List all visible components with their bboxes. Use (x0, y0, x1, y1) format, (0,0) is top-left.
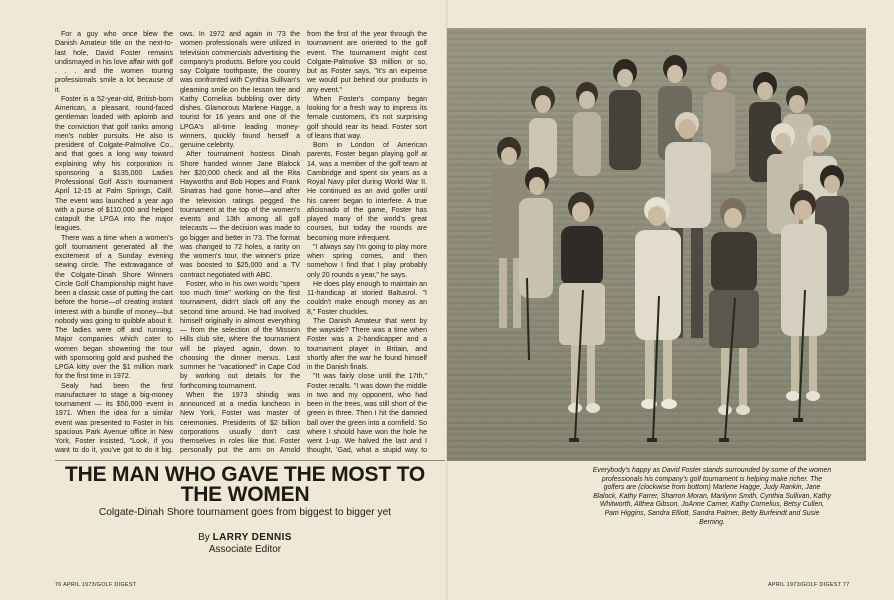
group-photo-illustration (447, 28, 866, 461)
byline-prefix: By (198, 532, 210, 543)
paragraph: When the 1973 shindig was announced at a media luncheon in New York, Foster was master of ceremonies. Presidents of $2 billion corporations usually don't cast themselves in roles like that. Foster personally put the arm on Arnold (180, 391, 300, 454)
article-headline: THE MAN WHO GAVE THE MOST TO THE WOMEN (65, 463, 425, 506)
paragraph: There was a time when a women's golf tournament generated all the excitement of a Sunday evening sewing circle. The extravagance of the Colgate-Dinah Shore Winners Circle Golf Championship might have been a classic case of putting the cart before the horse—of creating instant interest with a bundle of money—but nobody was going to quibble about it. The ladies were off and running. Major companies which cater to women began showering the tour with sponsoring gold and pushed the LPGA kitty over the $1 million mark for the first time in 1972. (55, 234, 173, 381)
paragraph: Foster, who in his own words "spent too much time" working on the first tournament, didn't slack off any the second time around. He had involved himself originally in almost everything — from the selection of the Mission Hills club site, where the tournament will be played again, down to choosing the dinner menus. Last summer he "vacationed" in Cape Cod by working out details for the forthcoming tournament. (180, 280, 300, 390)
paragraph: ows. In 1972 and again in '73 the women professionals were utilized in television commercials advertising the company's products. Before you could say Colgate toothpaste, the country was confronted with Cynthia Sullivan's gleaming smile on the lesson tee and Kathy Cornelius bubbling over dirty dishes. Glamorous Marlene Hagge, a tourist for 16 years and one of the LPGA's all-time leading money-winners, quickly found herself a genuine celebrity. (180, 31, 300, 149)
paragraph: Foster is a 52-year-old, British-born American, a pleasant, round-faced gentleman loaded with aplomb and the conviction that golf ranks among men's nobler pursuits. He also is president of Colgate-Palmolive Co., and that goes a long way toward explaining why his corporation is sponsoring a $135,000 Ladies Professional Golf Ass'n tournament April 12-15 at Palm Springs, Calif. The event was launched a year ago with a purse of $110,000 and helped catapult the LPGA into the major leagues. (55, 95, 173, 233)
group-photo (447, 28, 866, 461)
paragraph: For a guy who once blew the Danish Amateur title on the next-to-last hole, David Foster remains undismayed in his love affair with golf . . . and the women touring professionals smile a lot because of it. (55, 31, 173, 94)
author-name: LARRY DENNIS (212, 532, 292, 543)
paragraph: When Foster's company began looking for a fresh way to impress its female customers, it's not surprising golf should rear its head. Foster sort of leans that way. (307, 95, 427, 140)
paragraph: Sealy had been the first manufacturer to stage a big-money tournament — its $50,000 event in 1971. When the idea for a similar event was presented to Foster in his spacious Park Avenue office in New York, Foster insisted, "Look, if you want to do it, you've got to do it big. (55, 382, 173, 454)
article-column-2 (180, 30, 300, 454)
article-byline (55, 532, 435, 556)
paragraph: "I always say I'm going to play more when spring comes, and then somehow I find that I play probably only 20 rounds a year," he says. (307, 243, 427, 279)
headline-rule (55, 460, 445, 461)
author-title: Associate Editor (208, 544, 282, 555)
paragraph: from the first of the year through the tournament are oriented to the golf event. The tournament might cost Colgate-Palmolive $3 million or so, but as Foster says, "It's an expense we would put behind our products in any event." (307, 31, 427, 94)
photo-caption: Everybody's happy as David Foster stands surrounded by some of the women professionals his company's golf tournament is helping make richer. The golfers are (clockwise from bottom) Marlene Hagge, Judy Rankin, Jane Blalock, Kathy Farrer, Sharron Moran, Marilynn Smith, Cynthia Sullivan, Kathy Whitworth, Althea Gibson, JoAnne Carner, Kathy Cornelius, Betsy Cullen, Pam Higgins, Sandra Elliott, Sandra Palmer, Betty Burfeindt and Susie Berning. (592, 467, 832, 526)
article-column-1 (55, 30, 173, 454)
folio-right: APRIL 1973/GOLF DIGEST 77 (768, 582, 850, 588)
paragraph: The Danish Amateur that went by the wayside? There was a time when Foster was a 2-handicapper and a tournament player in Britain, and shortly after the war he found himself in the Danish finals. (307, 317, 427, 371)
paragraph: "It was fairly close until the 17th," Foster recalls. "I was down the middle in two and my opponent, who had been in the trees, was still short of the green in three. Then I hit the damned ball over the green into a cornfield. So where I should have won the hole he went 1-up. We halved the last and I thought, 'Gad, what a stupid way to (307, 373, 427, 454)
article-deck: Colgate-Dinah Shore tournament goes from biggest to bigger yet (98, 507, 392, 518)
paragraph: After tournament hostess Dinah Shore handed winner Jane Blalock her $20,000 check and all the Rita Hayworths and Bob Hopes and Frank Sinatras had gone home—and after the television ratings pegged the tournament at the top of the women's events and 13th among all golf telecasts — the decision was made to go bigger and better in '73. The format was changed to 72 holes, a rarity on the women's tour, the winner's prize was boosted to $25,000 and a TV contract negotiated with ABC. (180, 151, 300, 279)
paragraph: He does play enough to maintain an 11-handicap at storied Baltusrol. "I couldn't make enough money as an 8," Foster chuckles. (307, 280, 427, 316)
folio-left: 76 APRIL 1973/GOLF DIGEST (55, 582, 137, 588)
article-column-3 (307, 30, 427, 454)
paragraph: Born in London of American parents, Foster began playing golf at 14, was a member of the golf team at Cambridge and spent six years as a Royal Navy pilot during World War II. He continued as an avid golfer until his career began to interfere. A true aficionado of the game, Foster has played many of the world's great courses, but today the rounds are becoming more infrequent. (307, 142, 427, 242)
